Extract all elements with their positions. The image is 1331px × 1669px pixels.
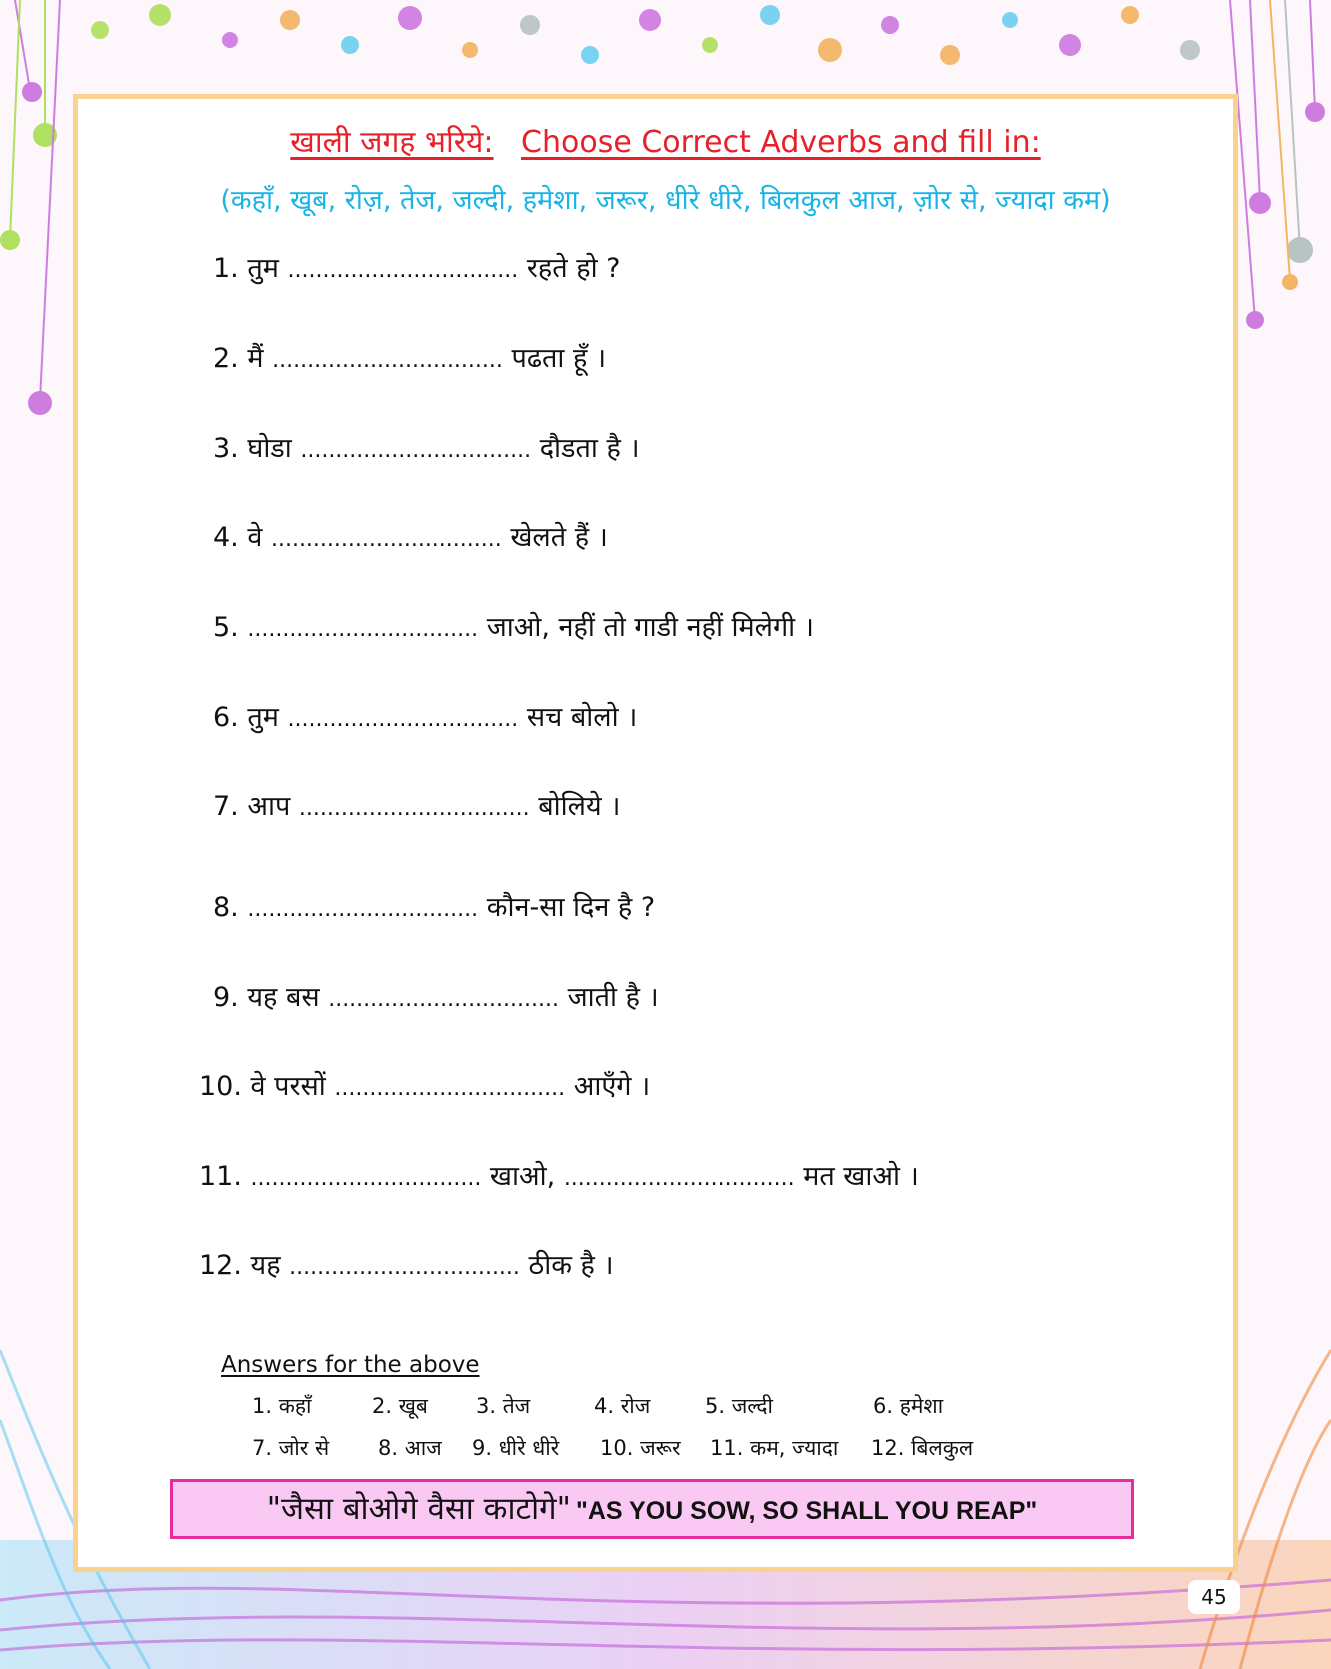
question-1 [213, 248, 620, 285]
question-12 [199, 1245, 614, 1282]
answer-blank[interactable]: ................................. [247, 897, 479, 922]
answer-blank[interactable]: ................................. [272, 348, 503, 373]
question-text-after: आएँगे । [573, 1071, 651, 1102]
question-5 [213, 607, 814, 644]
answer-blank[interactable]: ................................. [328, 987, 559, 1012]
answer-11: 11. कम, ज्यादा [710, 1436, 839, 1460]
answer-4: 4. रोज [594, 1394, 651, 1418]
question-8 [213, 887, 655, 924]
question-10 [199, 1066, 650, 1103]
title-english: Choose Correct Adverbs and fill in: [521, 125, 1041, 160]
answer-2: 2. खूब [372, 1394, 428, 1418]
answer-blank[interactable]: ................................. [334, 1076, 566, 1101]
question-number: 4. [213, 522, 239, 553]
answer-5: 5. जल्दी [705, 1394, 773, 1418]
question-text-before: आप [247, 791, 291, 822]
answer-10: 10. जरूर [600, 1436, 681, 1460]
answer-6: 6. हमेशा [873, 1394, 944, 1418]
question-text-after: जाओ, नहीं तो गाडी नहीं मिलेगी । [486, 612, 814, 643]
proverb-box [170, 1479, 1134, 1539]
answer-blank[interactable]: ................................. [247, 617, 479, 642]
question-number: 10. [199, 1071, 242, 1102]
answer-3: 3. तेज [476, 1394, 531, 1418]
question-number: 5. [213, 612, 239, 643]
question-2 [213, 338, 606, 375]
answer-blank[interactable]: ................................. [287, 707, 519, 732]
answer-blank[interactable]: ................................. [270, 527, 502, 552]
question-7 [213, 786, 620, 823]
answer-blank-1[interactable]: ................................. [250, 1166, 482, 1191]
answer-8: 8. आज [378, 1436, 442, 1460]
question-4 [213, 517, 608, 554]
question-3 [213, 428, 640, 465]
question-number: 12. [199, 1250, 242, 1281]
answer-9: 9. धीरे धीरे [472, 1436, 560, 1460]
question-number: 11. [199, 1161, 242, 1192]
proverb-hindi: "जैसा बोओगे वैसा काटोगे" [266, 1491, 571, 1527]
question-number: 6. [213, 702, 239, 733]
question-text-after: कौन-सा दिन है ? [486, 892, 656, 923]
question-text-after: पढता हूँ । [511, 343, 607, 374]
question-text-after: खेलते हैं । [510, 522, 608, 553]
question-text-after: ठीक है । [528, 1250, 614, 1281]
answer-blank[interactable]: ................................. [298, 796, 530, 821]
question-text-after: मत खाओ । [803, 1161, 919, 1192]
question-number: 8. [213, 892, 239, 923]
page-number: 45 [1188, 1580, 1240, 1614]
question-text-before: यह [250, 1250, 281, 1281]
worksheet-title [0, 120, 1331, 161]
question-text-before: घोडा [247, 433, 292, 464]
question-text-before: मैं [247, 343, 264, 374]
answer-1: 1. कहाँ [252, 1394, 312, 1418]
answer-blank[interactable]: ................................. [287, 258, 519, 283]
question-text-before: तुम [247, 253, 279, 284]
title-hindi: खाली जगह भरिये: [290, 125, 494, 160]
question-text-after: दौडता है । [539, 433, 640, 464]
question-text-middle: खाओ, [489, 1161, 556, 1192]
question-text-after: बोलिये । [538, 791, 621, 822]
answer-7: 7. जोर से [252, 1436, 330, 1460]
question-number: 7. [213, 791, 239, 822]
word-bank: (कहाँ, खूब, रोज़, तेज, जल्दी, हमेशा, जरूर, धीरे धीरे, बिलकुल आज, ज़ोर से, ज्यादा कम) [220, 185, 1111, 216]
answers-heading: Answers for the above [221, 1352, 480, 1378]
question-number: 3. [213, 433, 239, 464]
question-text-after: सच बोलो । [526, 702, 638, 733]
question-9 [213, 977, 659, 1014]
question-number: 9. [213, 982, 239, 1013]
question-text-after: जाती है । [567, 982, 659, 1013]
answer-blank[interactable]: ................................. [300, 438, 532, 463]
question-text-before: तुम [247, 702, 279, 733]
question-6 [213, 697, 637, 734]
question-text-before: वे परसों [250, 1071, 326, 1102]
proverb-english: "AS YOU SOW, SO SHALL YOU REAP" [575, 1497, 1038, 1525]
question-text-after: रहते हो ? [526, 253, 621, 284]
answer-blank-2[interactable]: ................................. [563, 1166, 795, 1191]
question-number: 1. [213, 253, 239, 284]
question-11 [199, 1156, 919, 1193]
question-number: 2. [213, 343, 239, 374]
answer-blank[interactable]: ................................. [289, 1255, 520, 1280]
question-text-before: वे [247, 522, 263, 553]
answer-12: 12. बिलकुल [871, 1436, 974, 1460]
worksheet-card [73, 94, 1238, 1572]
question-text-before: यह बस [247, 982, 320, 1013]
